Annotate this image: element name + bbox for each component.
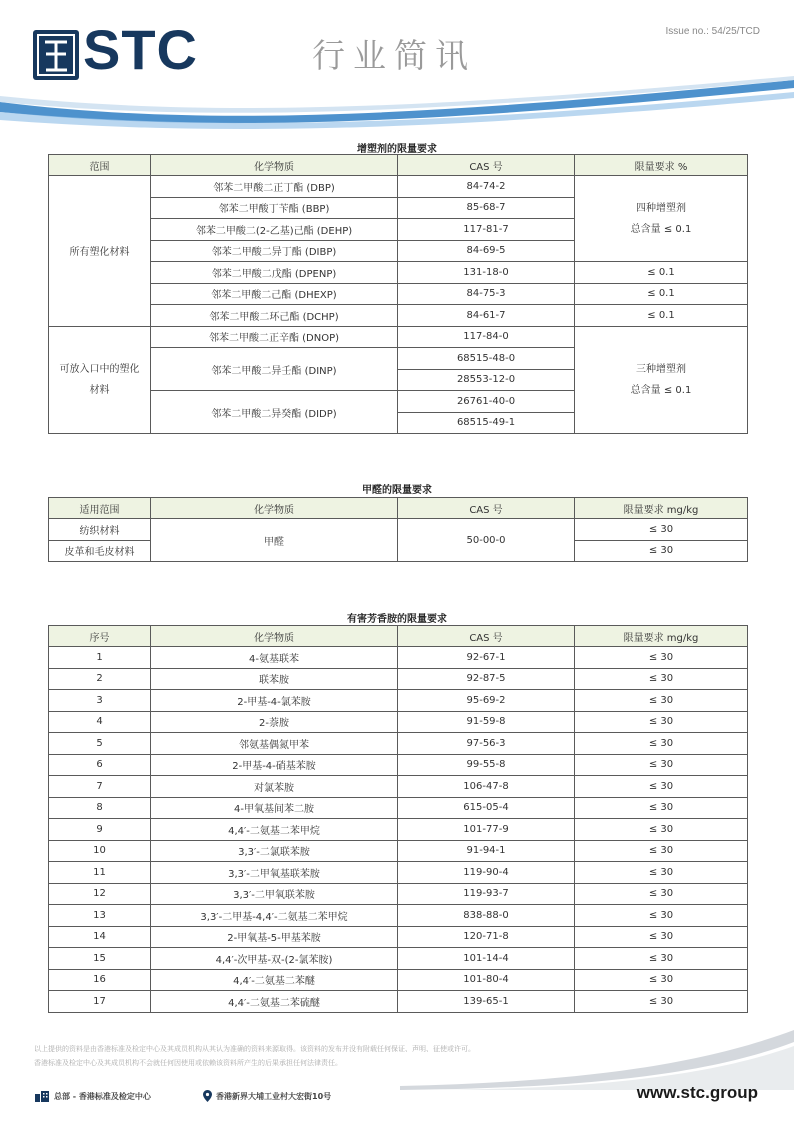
cas-cell: 119-93-7: [398, 883, 575, 905]
table-header-row: [49, 498, 748, 519]
combined-limit-cell: [575, 326, 748, 434]
number-cell: 2: [49, 668, 151, 690]
cas-cell: 101-80-4: [398, 969, 575, 991]
website-link[interactable]: www.stc.group: [636, 1083, 758, 1102]
limit-cell: ≤ 30: [575, 711, 748, 733]
number-cell: 15: [49, 948, 151, 970]
substance-cell: 邻苯二甲酸二正丁酯 (DBP): [151, 176, 398, 198]
address-label: 香港新界大埔工业村大宏街10号: [216, 1091, 332, 1101]
limit-cell: ≤ 30: [575, 690, 748, 712]
cas-cell: 84-69-5: [398, 240, 575, 262]
header-scope: 适用范围: [49, 498, 151, 519]
plasticizers-title: 增塑剂的限量要求: [357, 144, 437, 155]
substance-cell: 邻氨基偶氮甲苯: [151, 733, 398, 755]
table-row: [49, 519, 748, 541]
table-row: [49, 690, 748, 712]
combined-limit-line: 三种增塑剂: [636, 363, 686, 375]
number-cell: 12: [49, 883, 151, 905]
table-row: [49, 262, 748, 284]
substance-cell: 3,3′-二甲氧联苯胺: [151, 883, 398, 905]
building-icon: [34, 1090, 50, 1102]
table-row: [49, 883, 748, 905]
table-row: [49, 711, 748, 733]
table-row: [49, 991, 748, 1013]
header-scope: 范围: [49, 155, 151, 176]
cas-cell: 838-88-0: [398, 905, 575, 927]
table-row: [49, 819, 748, 841]
scope-cell: 皮革和毛皮材料: [49, 540, 151, 562]
cas-cell: 28553-12-0: [398, 369, 575, 391]
substance-cell: 邻苯二甲酸二己酯 (DHEXP): [151, 283, 398, 305]
scope-line: 材料: [89, 384, 110, 396]
issue-number: Issue no.: 54/25/TCD: [665, 26, 760, 37]
limit-cell: ≤ 30: [575, 776, 748, 798]
limit-cell: ≤ 30: [575, 862, 748, 884]
limit-cell: ≤ 30: [575, 905, 748, 927]
cas-cell: 97-56-3: [398, 733, 575, 755]
substance-cell: 4-甲氧基间苯二胺: [151, 797, 398, 819]
substance-cell: 邻苯二甲酸二正辛酯 (DNOP): [151, 326, 398, 348]
formaldehyde-title: 甲醛的限量要求: [362, 485, 432, 496]
table-row: [49, 776, 748, 798]
substance-cell: 甲醛: [151, 519, 398, 562]
number-cell: 10: [49, 840, 151, 862]
cas-cell: 119-90-4: [398, 862, 575, 884]
substance-cell: 2-甲基-4-氯苯胺: [151, 690, 398, 712]
limit-cell: ≤ 0.1: [575, 262, 748, 284]
cas-cell: 106-47-8: [398, 776, 575, 798]
cas-cell: 85-68-7: [398, 197, 575, 219]
table-row: [49, 905, 748, 927]
substance-cell: 4,4′-二氨基二苯醚: [151, 969, 398, 991]
substance-cell: 邻苯二甲酸二异壬酯 (DINP): [151, 348, 398, 391]
limit-cell: ≤ 30: [575, 647, 748, 669]
substance-cell: 邻苯二甲酸丁苄酯 (BBP): [151, 197, 398, 219]
cas-cell: 120-71-8: [398, 926, 575, 948]
header-limit: 限量要求 mg/kg: [575, 498, 748, 519]
cas-cell: 615-05-4: [398, 797, 575, 819]
number-cell: 5: [49, 733, 151, 755]
header-swoosh: [0, 72, 794, 132]
table-row: [49, 948, 748, 970]
cas-cell: 139-65-1: [398, 991, 575, 1013]
combined-limit-line: 四种增塑剂: [636, 202, 686, 214]
amines-title: 有害芳香胺的限量要求: [347, 614, 447, 625]
scope-cell: 纺织材料: [49, 519, 151, 541]
table-header-row: [49, 626, 748, 647]
cas-cell: 84-61-7: [398, 305, 575, 327]
number-cell: 11: [49, 862, 151, 884]
table-row: [49, 326, 748, 348]
substance-cell: 3,3′-二氯联苯胺: [151, 840, 398, 862]
number-cell: 9: [49, 819, 151, 841]
number-cell: 3: [49, 690, 151, 712]
cas-cell: 68515-48-0: [398, 348, 575, 370]
combined-limit-line: 总含量 ≤ 0.1: [630, 384, 692, 396]
number-cell: 6: [49, 754, 151, 776]
scope-cell: [49, 326, 151, 434]
table-row: [49, 969, 748, 991]
substance-cell: 2-甲基-4-硝基苯胺: [151, 754, 398, 776]
logo-text: STC: [83, 18, 198, 81]
scope-line: 可放入口中的塑化: [59, 363, 140, 375]
limit-cell: ≤ 0.1: [575, 283, 748, 305]
number-cell: 14: [49, 926, 151, 948]
table-row: [49, 733, 748, 755]
table-row: [49, 840, 748, 862]
page-title: 行业简讯: [312, 36, 476, 75]
substance-cell: 4,4′-二氨基二苯甲烷: [151, 819, 398, 841]
number-cell: 1: [49, 647, 151, 669]
number-cell: 17: [49, 991, 151, 1013]
substance-cell: 3,3′-二甲氧基联苯胺: [151, 862, 398, 884]
cas-cell: 99-55-8: [398, 754, 575, 776]
cas-cell: 91-94-1: [398, 840, 575, 862]
header-substance: 化学物质: [151, 498, 398, 519]
header-limit: 限量要求 %: [575, 155, 748, 176]
number-cell: 13: [49, 905, 151, 927]
cas-cell: 91-59-8: [398, 711, 575, 733]
substance-cell: 2-甲氧基-5-甲基苯胺: [151, 926, 398, 948]
location-pin-icon: [203, 1090, 212, 1102]
limit-cell: ≤ 30: [575, 926, 748, 948]
substance-cell: 4,4′-二氨基二苯硫醚: [151, 991, 398, 1013]
limit-cell: ≤ 0.1: [575, 305, 748, 327]
table-row: [49, 797, 748, 819]
header-cas: CAS 号: [398, 498, 575, 519]
table-row: [49, 647, 748, 669]
limit-cell: ≤ 30: [575, 819, 748, 841]
substance-cell: 对氯苯胺: [151, 776, 398, 798]
limit-cell: ≤ 30: [575, 840, 748, 862]
plasticizers-table: [48, 154, 748, 434]
table-row: [49, 176, 748, 198]
substance-cell: 邻苯二甲酸二戊酯 (DPENP): [151, 262, 398, 284]
cas-cell: 68515-49-1: [398, 412, 575, 434]
table-row: [49, 305, 748, 327]
cas-cell: 84-75-3: [398, 283, 575, 305]
limit-cell: ≤ 30: [575, 797, 748, 819]
table-row: [49, 862, 748, 884]
table-row: [49, 283, 748, 305]
cas-cell: 101-14-4: [398, 948, 575, 970]
cas-cell: 117-84-0: [398, 326, 575, 348]
limit-cell: ≤ 30: [575, 883, 748, 905]
formaldehyde-table: [48, 497, 748, 562]
cas-cell: 101-77-9: [398, 819, 575, 841]
substance-cell: 邻苯二甲酸二异癸酯 (DIDP): [151, 391, 398, 434]
substance-cell: 邻苯二甲酸二(2-乙基)己酯 (DEHP): [151, 219, 398, 241]
header-number: 序号: [49, 626, 151, 647]
cas-cell: 95-69-2: [398, 690, 575, 712]
amines-table: [48, 625, 748, 1013]
header-substance: 化学物质: [151, 155, 398, 176]
cas-cell: 92-87-5: [398, 668, 575, 690]
substance-cell: 2-萘胺: [151, 711, 398, 733]
limit-cell: ≤ 30: [575, 948, 748, 970]
cas-cell: 131-18-0: [398, 262, 575, 284]
number-cell: 8: [49, 797, 151, 819]
substance-cell: 联苯胺: [151, 668, 398, 690]
cas-cell: 84-74-2: [398, 176, 575, 198]
footer-address: [203, 1090, 331, 1102]
amines-table-body: [49, 647, 748, 1013]
number-cell: 7: [49, 776, 151, 798]
cas-cell: 50-00-0: [398, 519, 575, 562]
disclaimer-line: 香港标准及检定中心及其成员机构不会就任何因使用或依赖该资料所产生的后果承担任何法律责任。: [34, 1059, 342, 1067]
limit-cell: ≤ 30: [575, 519, 748, 541]
limit-cell: ≤ 30: [575, 733, 748, 755]
table-header-row: [49, 155, 748, 176]
disclaimer: [34, 1042, 734, 1070]
footer-hq: [34, 1090, 151, 1102]
combined-limit-line: 总含量 ≤ 0.1: [630, 223, 692, 235]
substance-cell: 4,4′-次甲基-双-(2-氯苯胺): [151, 948, 398, 970]
scope-cell: 所有塑化材料: [49, 176, 151, 327]
limit-cell: ≤ 30: [575, 540, 748, 562]
table-row: [49, 668, 748, 690]
number-cell: 16: [49, 969, 151, 991]
substance-cell: 4-氨基联苯: [151, 647, 398, 669]
limit-cell: ≤ 30: [575, 754, 748, 776]
cas-cell: 92-67-1: [398, 647, 575, 669]
substance-cell: 邻苯二甲酸二异丁酯 (DIBP): [151, 240, 398, 262]
limit-cell: ≤ 30: [575, 991, 748, 1013]
header-limit: 限量要求 mg/kg: [575, 626, 748, 647]
table-row: [49, 926, 748, 948]
combined-limit-cell: [575, 176, 748, 262]
header-substance: 化学物质: [151, 626, 398, 647]
limit-cell: ≤ 30: [575, 969, 748, 991]
cas-cell: 117-81-7: [398, 219, 575, 241]
header-cas: CAS 号: [398, 626, 575, 647]
disclaimer-line: 以上提供的资料是由香港标准及检定中心及其成员机构从其认为准确的资料来源取得。该资料的发布并没有附载任何保证、声明、征使或许可。: [34, 1045, 475, 1053]
hq-label: 总部 - 香港标准及检定中心: [54, 1091, 151, 1101]
limit-cell: ≤ 30: [575, 668, 748, 690]
header-cas: CAS 号: [398, 155, 575, 176]
cas-cell: 26761-40-0: [398, 391, 575, 413]
substance-cell: 邻苯二甲酸二环己酯 (DCHP): [151, 305, 398, 327]
table-row: [49, 754, 748, 776]
substance-cell: 3,3′-二甲基-4,4′-二氨基二苯甲烷: [151, 905, 398, 927]
number-cell: 4: [49, 711, 151, 733]
